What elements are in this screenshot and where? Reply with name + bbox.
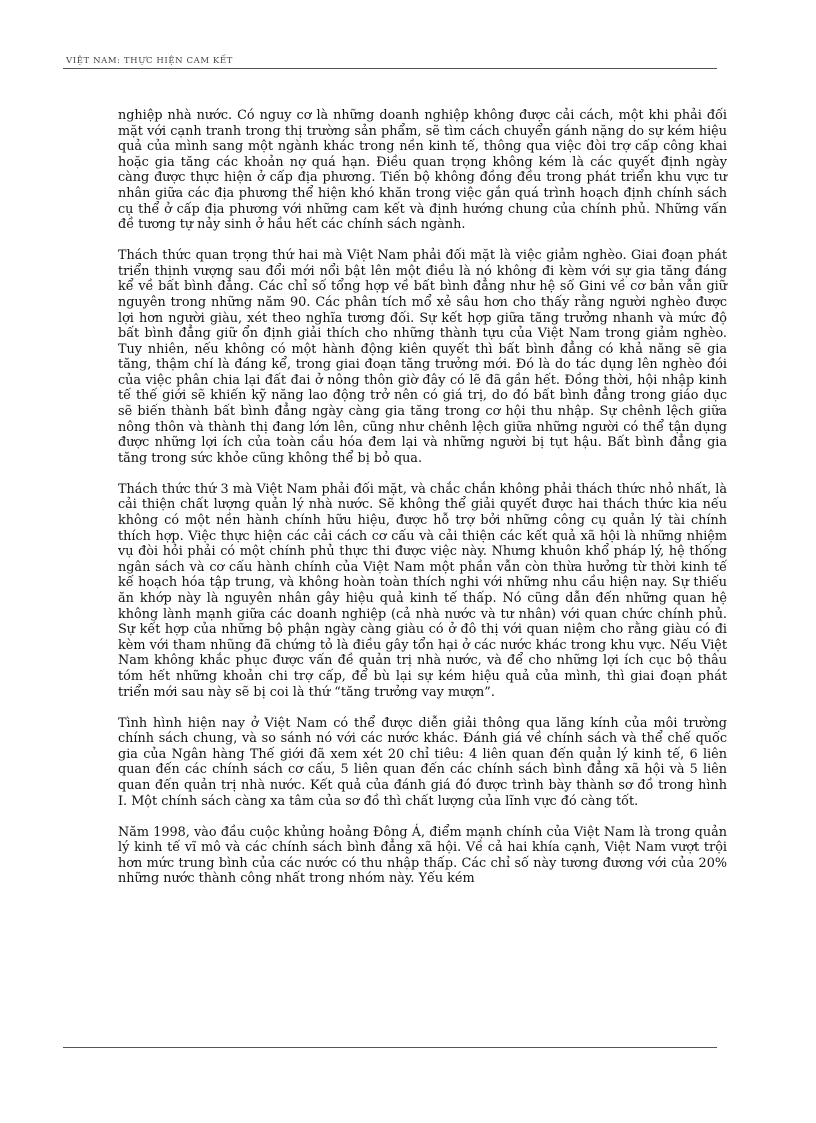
footer-rule [63, 1047, 717, 1048]
paragraph: Năm 1998, vào đầu cuộc khủng hoảng Đông Á, điểm mạnh chính của Việt Nam là trong quản lý kinh tế vĩ mô và các chính sách bình đẳng xã hội. Về cả hai khía cạnh, Việt Nam vượt trội hơn mức trung bình của các nước có thu nhập thấp. Các chỉ số này tương đương với của 20% những nước thành công nhất trong nhóm này. Yếu kém [118, 824, 727, 887]
paragraph: nghiệp nhà nước. Có nguy cơ là những doanh nghiệp không được cải cách, một khi phải đối mặt với cạnh tranh trong thị trường sản phẩm, sẽ tìm cách chuyển gánh nặng do sự kém hiệu quả của mình sang một ngành khác trong nền kinh tế, thông qua việc đòi trợ cấp công khai hoặc gia tăng các khoản nợ quá hạn. Điều quan trọng không kém là các quyết định ngày càng được thực hiện ở cấp địa phương. Tiến bộ không đồng đều trong phát triển khu vực tư nhân giữa các địa phương thể hiện khó khăn trong việc gắn quá trình hoạch định chính sách cụ thể ở cấp địa phương với những cam kết và định hướng chung của chính phủ. Những vấn đề tương tự nảy sinh ở hầu hết các chính sách ngành. [118, 108, 727, 233]
header-rule [63, 68, 717, 69]
paragraph: Thách thức quan trọng thứ hai mà Việt Nam phải đối mặt là việc giảm nghèo. Giai đoạn phát triển thịnh vượng sau đổi mới nổi bật lên một điều là nó không đi kèm với sự gia tăng đáng kể về bất bình đẳng. Các chỉ số tổng hợp về bất bình đẳng như hệ số Gini về cơ bản vẫn giữ nguyên trong những năm 90. Các phân tích mổ xẻ sâu hơn cho thấy rằng người nghèo được lợi hơn người giàu, xét theo nghĩa tương đối. Sự kết hợp giữa tăng trưởng nhanh và mức độ bất bình đẳng giữ ổn định giải thích cho những thành tựu của Việt Nam trong giảm nghèo. Tuy nhiên, nếu không có một hành động kiên quyết thì bất bình đẳng có khả năng sẽ gia tăng, thậm chí là đáng kể, trong giai đoạn tăng trưởng mới. Đó là do tác dụng lên nghèo đói của việc phân chia lại đất đai ở nông thôn giờ đây có lẽ đã gần hết. Đồng thời, hội nhập kinh tế thế giới sẽ khiến kỹ năng lao động trở nên có giá trị, do đó bất bình đẳng trong giáo dục sẽ biến thành bất bình đẳng ngày càng gia tăng trong cơ hội thu nhập. Sự chênh lệch giữa nông thôn và thành thị đang lớn lên, cũng như chênh lệch giữa những người có thể tận dụng được những lợi ích của toàn cầu hóa đem lại và những người bị tụt hậu. Bất bình đẳng gia tăng trong sức khỏe cũng không thể bị bỏ qua. [118, 248, 727, 466]
body-text [118, 108, 727, 902]
paragraph: Thách thức thứ 3 mà Việt Nam phải đối mặt, và chắc chắn không phải thách thức nhỏ nhất, là cải thiện chất lượng quản lý nhà nước. Sẽ không thể giải quyết được hai thách thức kia nếu không có một nền hành chính hữu hiệu, được hỗ trợ bởi những công cụ quản lý tài chính thích hợp. Việc thực hiện các cải cách cơ cấu và cải thiện các kết quả xã hội là những nhiệm vụ đòi hỏi phải có một chính phủ thực thi được việc này. Nhưng khuôn khổ pháp lý, hệ thống ngân sách và cơ cấu hành chính của Việt Nam một phần vẫn còn thừa hưởng từ thời kinh tế kế hoạch hóa tập trung, và không hoàn toàn thích nghi với những nhu cầu hiện nay. Sự thiếu ăn khớp này là nguyên nhân gây hiệu quả kinh tế thấp. Nó cũng dẫn đến những quan hệ không lành mạnh giữa các doanh nghiệp (cả nhà nước và tư nhân) với quan chức chính phủ. Sự kết hợp của những bộ phận ngày càng giàu có ở đô thị với quan niệm cho rằng giàu có đi kèm với tham nhũng đã chứng tỏ là điều gây tổn hại ở các nước khác trong khu vực. Nếu Việt Nam không khắc phục được vấn đề quản trị nhà nước, và để cho những lợi ích cục bộ thâu tóm hết những khoản chi trợ cấp, để bù lại sự kém hiệu quả của mình, thì giai đoạn phát triển mới sau này sẽ bị coi là thứ “tăng trưởng vay mượn”. [118, 481, 727, 700]
paragraph: Tình hình hiện nay ở Việt Nam có thể được diễn giải thông qua lăng kính của môi trường chính sách chung, và so sánh nó với các nước khác. Đánh giá về chính sách và thể chế quốc gia của Ngân hàng Thế giới đã xem xét 20 chỉ tiêu: 4 liên quan đến quản lý kinh tế, 6 liên quan đến các chính sách cơ cấu, 5 liên quan đến các chính sách bình đẳng xã hội và 5 liên quan đến quản trị nhà nước. Kết quả của đánh giá đó được trình bày thành sơ đồ trong hình I. Một chính sách càng xa tâm của sơ đồ thì chất lượng của lĩnh vực đó càng tốt. [118, 715, 727, 809]
running-header: VIỆT NAM: THỰC HIỆN CAM KẾT [66, 56, 233, 66]
